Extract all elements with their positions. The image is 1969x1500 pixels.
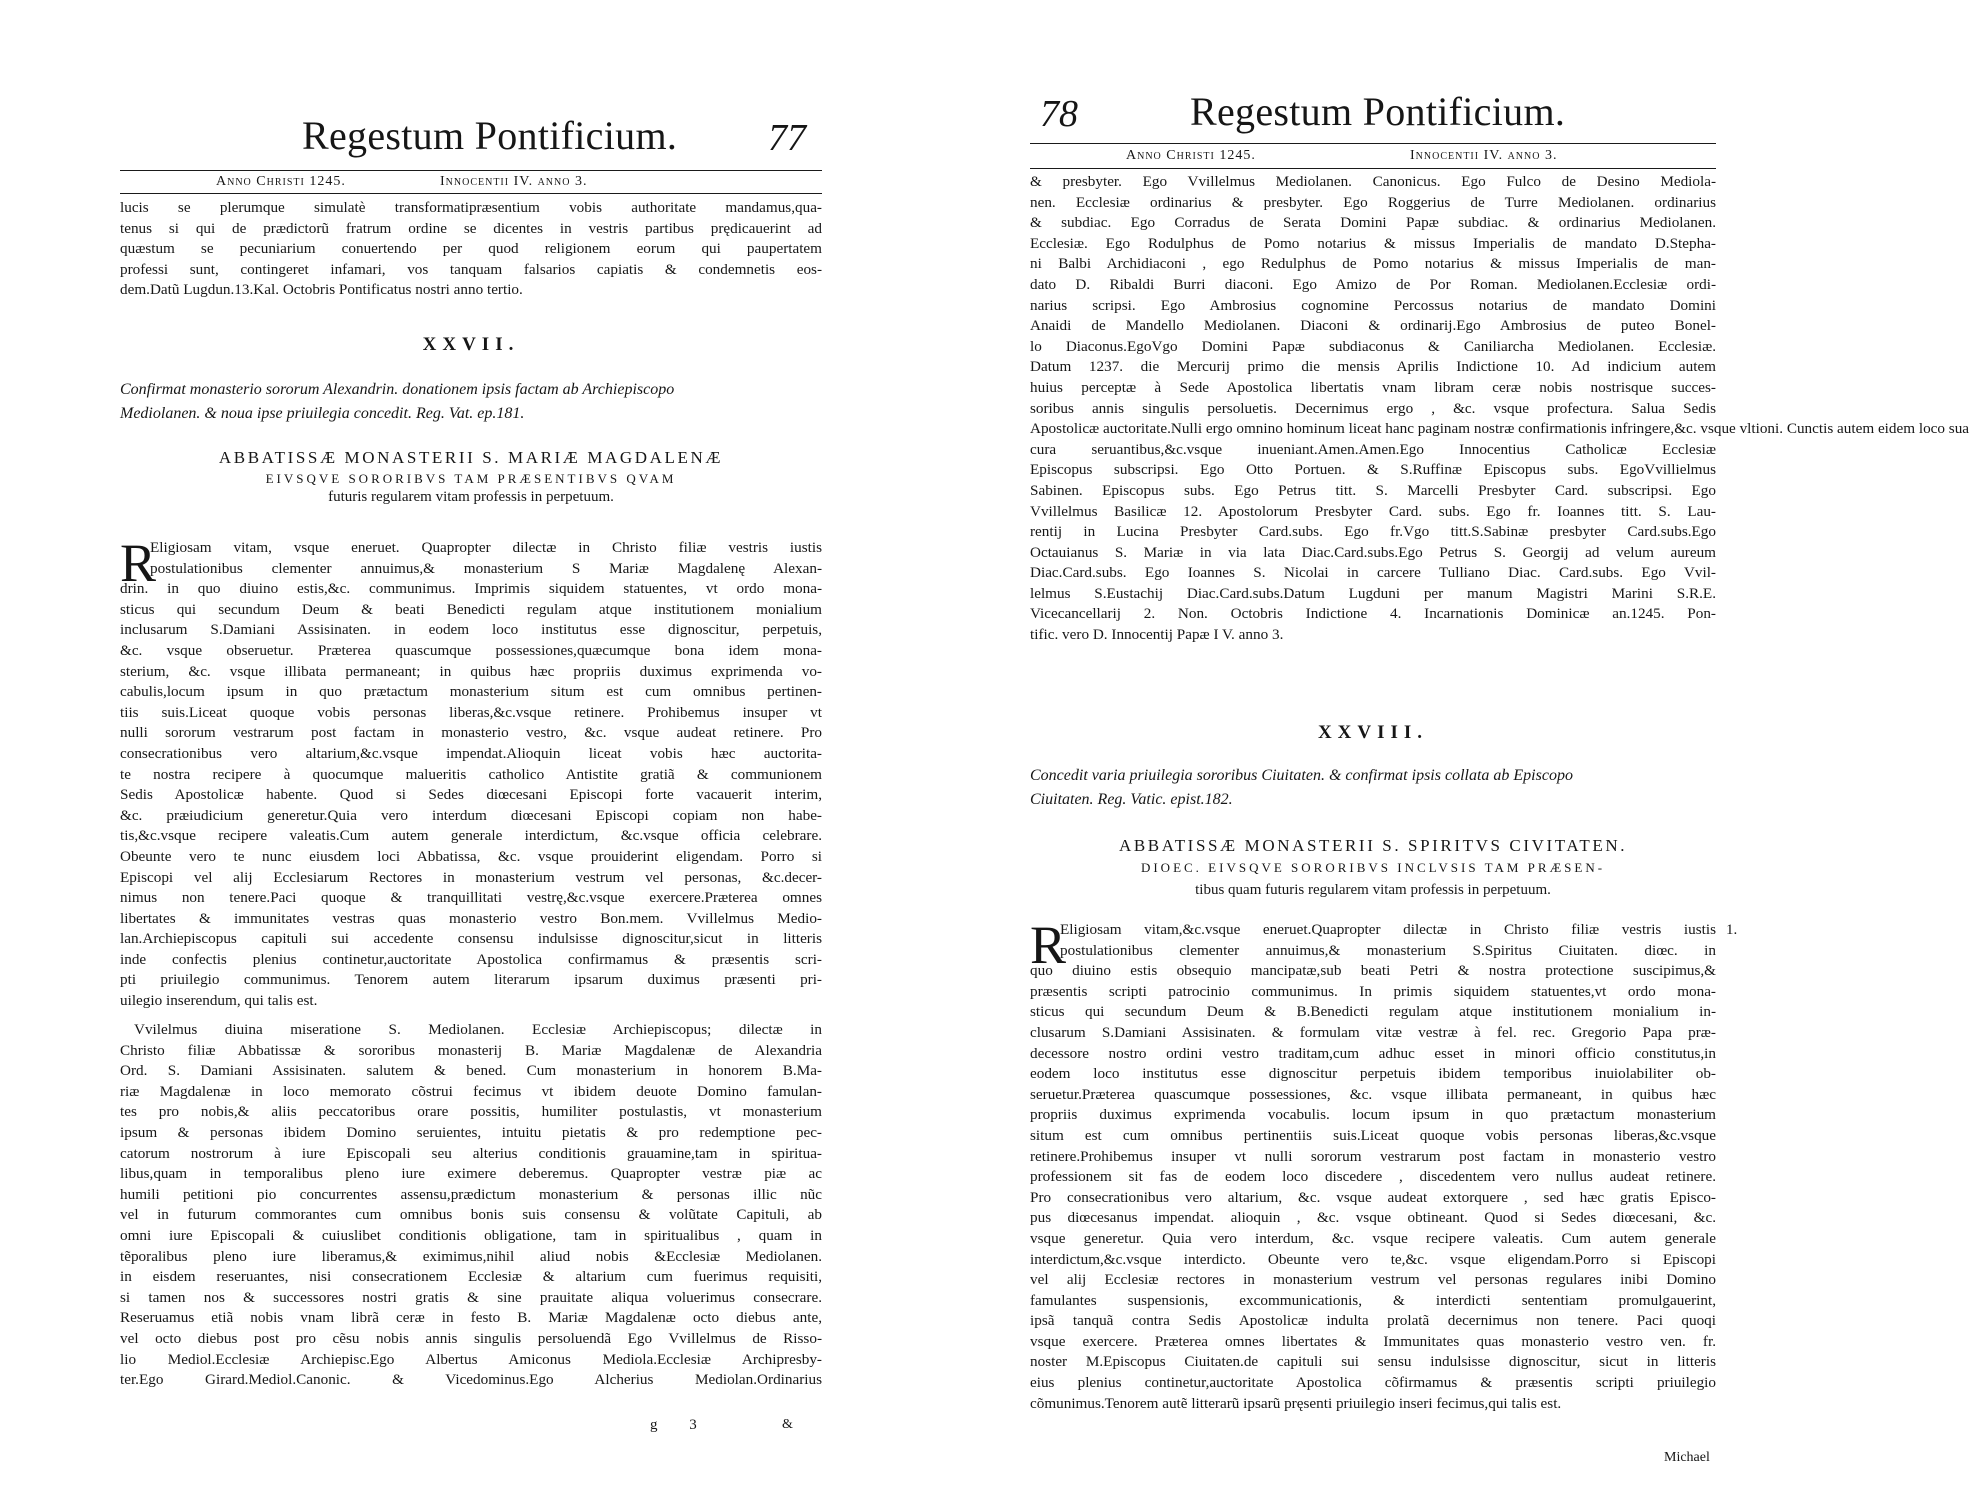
page-number: 78 — [1040, 93, 1078, 135]
text-line: professionem sit fas de eodem loco discedere , discedentem vero nullus audeat retinere. — [1030, 1168, 1716, 1186]
text-line: dato D. Ribaldi Burri diaconi. Ego Amizo de Por Roman. Mediolanen.Ecclesiæ ordi- — [1030, 275, 1716, 293]
text-line: Eligiosam vitam, vsque eneruet. Quapropter dilectæ in Christo filiæ vestris iustis — [150, 539, 822, 556]
text-line: si tamen nos & successores nostri gratis & sine prauitate aliqua voluerimus consecrare. — [120, 1288, 822, 1306]
text-line: Anaidi de Mandello Mediolanen. Diaconi & ordinarij.Ego Ambrosius de puteo Bonel- — [1030, 317, 1716, 335]
text-line: tis,&c.vsque recipere valeatis.Cum autem generale interdictum, &c.vsque officia celebrare. — [120, 827, 822, 845]
text-line: & subdiac. Ego Corradus de Serata Domini Papæ subdiac. & ordinarius Mediolanen. — [1030, 214, 1716, 232]
summary-line: Confirmat monasterio sororum Alexandrin. donationem ipsis factam ab Archiepiscopo — [120, 381, 675, 398]
text-line: ipsum & personas ibidem Domino seruientes, intuitu pietatis & pro redemptione pec- — [120, 1123, 822, 1141]
text-line: Vvillelmus Basilicæ 12. Apostolorum Presbyter Card. subs. Ego fr. Ioannes titt. S. Lau- — [1030, 502, 1716, 520]
text-line: cabulis,locum ipsum in quo prætactum monasterium situm est cum omnibus pertinen- — [120, 683, 822, 701]
text-line: Eligiosam vitam,&c.vsque eneruet.Quapropter dilectæ in Christo filiæ vestris iustis — [1060, 921, 1716, 938]
text-line: eodem loco institutus esse dignoscitur perpetuis ibidem temporibus inuiolabiliter ob- — [1030, 1065, 1716, 1083]
text-line: Vicecancellarij 2. Non. Octobris Indictione 4. Incarnationis Dominicæ an.1245. Pon- — [1030, 605, 1716, 623]
text-line: vsque exercere. Præterea omnes libertates & Immunitates quas monasterio vestro ven. fr. — [1030, 1332, 1716, 1350]
text-line: lio Mediol.Ecclesiæ Archiepisc.Ego Albertus Amiconus Mediola.Ecclesiæ Archipresby- — [120, 1350, 822, 1368]
text-line: ipsã tanquã contra Sedis Apostolicæ indulta prolatã decernimus non tenere. Paci quoqi — [1030, 1312, 1716, 1330]
text-line: Christo filiæ Abbatissæ & sororibus monasterij B. Mariæ Magdalenæ de Alexandria — [120, 1041, 822, 1059]
body-text — [1030, 915, 1716, 1414]
text-line: drin. in quo diuino estis,&c. communimus. Imprimis siquidem statuentes, vt ordo mona- — [120, 580, 822, 598]
text-line: Ecclesiæ. Ego Rodulphus de Pomo notarius & missus Imperialis de mandato D.Stepha- — [1030, 234, 1716, 252]
text-line: dem.Datũ Lugdun.13.Kal. Octobris Pontificatus nostri anno tertio. — [120, 281, 523, 299]
text-line: quæstum se pecuniarium conuertendo per quod religionem eorum qui paupertatem — [120, 240, 822, 258]
text-line: nimus non tenere.Paci quoque & tranquillitati vestrę,&c.vsque exercere.Præterea omnes — [120, 889, 822, 907]
text-line: cõmunimus.Tenorem autẽ litterarũ ipsarũ pręsenti priuilegio inseri fecimus,qui talis est. — [1030, 1394, 1562, 1412]
text-line: lo Diaconus.EgoVgo Domini Papæ subdiaconus & Caniliarcha Mediolanen. Ecclesiæ. — [1030, 337, 1716, 355]
text-line: ter.Ego Girard.Mediol.Canonic. & Vicedominus.Ego Alcherius Mediolan.Ordinarius — [120, 1371, 822, 1389]
text-line: nulli sororum vestrarum post factam in monasterio vestro, &c. vsque audeat retinere. Pro — [120, 724, 822, 742]
text-line: sticus qui secundum Deum & B.Benedicti regulam atque institutionem monialium in- — [1030, 1003, 1716, 1021]
text-line: vel alij Ecclesiæ rectores in monasterium vestrum vel personas regulares inibi Domino — [1030, 1271, 1716, 1289]
text-line: & presbyter. Ego Vvillelmus Mediolanen. Canonicus. Ego Fulco de Desino Mediola- — [1030, 173, 1716, 190]
address-line-3: futuris regularem vitam professis in perpetuum. — [328, 489, 614, 505]
catchword: & — [782, 1417, 793, 1432]
text-line: uilegio inserendum, qui talis est. — [120, 992, 318, 1010]
text-line: Vvilelmus diuina miseratione S. Mediolanen. Ecclesiæ Archiepiscopus; dilectæ in — [134, 1021, 822, 1038]
text-line: nen. Ecclesiæ ordinarius & presbyter. Ego Roggerius de Turre Mediolanen. ordinarius — [1030, 193, 1716, 211]
text-line: Sabinen. Episcopus subs. Ego Petrus titt. S. Marcelli Presbyter Card. subscripsi. Ego — [1030, 481, 1716, 499]
text-line: huius perceptæ à Sede Apostolica libertatis vnam libram ceræ nobis nostrisque succes- — [1030, 378, 1716, 396]
text-line: pti priuilegio communimus. Tenorem autem literarum ipsarum duximus præsenti pri- — [120, 971, 822, 989]
signature-mark: g 3 — [650, 1417, 711, 1433]
text-line: &c. præiudicium generetur.Quia vero interdum diœcesani Episcopi copiam non habe- — [120, 806, 822, 824]
text-line: omni iure Episcopali & cuiuslibet conditionis obligatione, tam in spiritualibus , quam in — [120, 1226, 822, 1244]
summary-line: Ciuitaten. Reg. Vatic. epist.182. — [1030, 791, 1233, 808]
text-line: situm est cum omnibus pertinentiis suis.Liceat quoque vobis personas liberas,&c.vsque — [1030, 1126, 1716, 1144]
address-line-1: ABBATISSÆ MONASTERII S. SPIRITVS CIVITATEN. — [1118, 836, 1628, 855]
text-line: eius plenius continetur,auctoritate Apostolica cõfirmamus & præsentis scripti priuilegio — [1030, 1374, 1716, 1392]
text-line: noster M.Episcopus Ciuitaten.de capituli sui sensu indulsisse dignoscitur, sicut in litteris — [1030, 1353, 1716, 1371]
text-line: pus diœcesanus impendat. alioquin , &c. vsque obtineant. Quod si Sedes diœcesani, &c. — [1030, 1209, 1716, 1227]
text-line: vel in futurum commorantes cum omnibus bonis suis consensu & volũtate Capituli, ab — [120, 1206, 822, 1224]
text-line: vel octo diebus post pro cẽsu nobis annis singulis persoluendã Ego Vvillelmus de Risso- — [120, 1329, 822, 1347]
text-line: præsentis scripti patrocinio communimus. In primis siquidem statuentes,vt ordo mona- — [1030, 982, 1716, 1000]
address-line-2: EIVSQVE SORORIBVS TAM PRÆSENTIBVS QVAM — [265, 471, 677, 486]
text-line: consecrationibus vero altarium,&c.vsque impendat.Alioquin liceat vobis hæc auctorita- — [120, 744, 822, 762]
text-line: tẽporalibus pleno iure liberamus,& eximimus,nihil aliud nobis &Ecclesiæ Mediolanen. — [120, 1247, 822, 1265]
anno-christi: Anno Christi 1245. — [1126, 148, 1256, 163]
summary-line: Mediolanen. & noua ipse priuilegia concedit. Reg. Vat. ep.181. — [120, 405, 525, 422]
document-numeral: XXVII. — [422, 334, 520, 355]
address-line-1: ABBATISSÆ MONASTERII S. MARIÆ MAGDALENÆ — [218, 448, 724, 467]
subhead-rule — [120, 193, 822, 194]
summary-line: Concedit varia priuilegia sororibus Ciuitaten. & confirmat ipsis collata ab Episcopo — [1030, 767, 1573, 784]
text-line: interdictum,&c.vsque interdicto. Obeunte vero te,&c. vsque eligendam.Porro si Episcopi — [1030, 1250, 1716, 1268]
text-line: ni Balbi Archidiaconi , ego Redulphus de Pomo notarius & missus Imperialis de man- — [1030, 255, 1716, 273]
text-line: sterium, &c. vsque illibata permaneant; in quibus hæc propriis duximus exprimenda vo- — [120, 662, 822, 680]
text-line: Sedis Apostolicæ habente. Quod si Sedes diœcesani Episcopi forte vacauerit interim, — [120, 786, 822, 804]
text-line: libertates & immunitates vestras quas monasterio vestro Bon.mem. Vvillelmus Medio- — [120, 909, 822, 927]
margin-note: 1. — [1726, 922, 1738, 938]
text-line: tiis suis.Liceat quoque vobis personas liberas,&c.vsque retinere. Prohibemus insuper vt — [120, 703, 822, 721]
text-line: vsque generetur. Quia vero interdum, &c. vsque recipere valeatis. Cum autem generale — [1030, 1229, 1716, 1247]
address-line-3: tibus quam futuris regularem vitam professis in perpetuum. — [1195, 882, 1551, 898]
text-line: Episcopus subscripsi. Ego Otto Portuen. & S.Ruffinæ Episcopus subs. EgoVvillielmus — [1030, 461, 1716, 479]
text-line: Reseruamus etiã nobis vnam librã ceræ in festo B. Mariæ Magdalenæ octo diebus ante, — [120, 1309, 822, 1327]
text-line: postulationibus clementer annuimus,& monasterium S Mariæ Magdalenę Alexan- — [150, 559, 822, 577]
page-number: 77 — [768, 117, 806, 159]
text-line: catorum nostrorum à iure Episcopali seu alterius conditionis grauamine,tam in spiritua- — [120, 1144, 822, 1162]
text-line: postulationibus clementer annuimus,& monasterium S.Spiritus Ciuitaten. diœc. in — [1060, 941, 1716, 959]
text-line: Ord. S. Damiani Assisinaten. salutem & bened. Cum monasterium in honorem B.Ma- — [120, 1062, 822, 1080]
text-line: Apostolicæ auctoritate.Nulli ergo omnino hominum liceat hanc paginam nostræ confirmationis infringere,&c. vsque vltioni. Cunctis autem eidem loco sua — [1030, 420, 1969, 438]
text-line: Octauianus S. Mariæ in via lata Diac.Card.subs.Ego Petrus S. Georgij ad velum aureum — [1030, 543, 1716, 561]
text-line: seruetur.Præterea quascumque possessiones, &c. vsque illibata permaneant, in quibus hæc — [1030, 1085, 1716, 1103]
header-rule — [120, 170, 822, 171]
text-line: soribus annis singulis persoluetis. Decernimus ergo , &c. vsque profectura. Salua Sedis — [1030, 399, 1716, 417]
running-title: Regestum Pontificium. — [1190, 89, 1566, 134]
text-line: propriis duximus exprimenda vocabulis. locum ipsum in quo prætactum monasterium — [1030, 1106, 1716, 1124]
innocentii-year: Innocentii IV. anno 3. — [440, 174, 588, 189]
catchword: Michael — [1664, 1450, 1710, 1465]
text-line: Pro consecrationibus vero altarium, &c. vsque audeat extorquere , sed hæc gratis Episco- — [1030, 1188, 1716, 1206]
text-line: Obeunte vero te nunc eiusdem loci Abbatissa, &c. vsque prouiderint eligendam. Porro si — [120, 847, 822, 865]
body-text-2 — [120, 1020, 822, 1391]
text-line: libus,quam in temporalibus pleno iure eximere deberemus. Quapropter vestræ piæ ac — [120, 1165, 822, 1183]
text-line: quo diuino estis obsequio mancipatæ,sub beati Petri & nostra protectione suscipimus,& — [1030, 962, 1716, 980]
drop-cap: R — [1030, 915, 1067, 975]
text-line: riæ Magdalenæ in loco memorato cõstrui fecimus vt ibidem deuote Domino famulan- — [120, 1082, 822, 1100]
text-line: inde confectis plenius continetur,auctoritate Apostolica confirmamus & præsentis scri- — [120, 950, 822, 968]
running-head — [120, 112, 822, 168]
text-line: lelmus S.Eustachij Diac.Card.subs.Datum Lugduni per manum Magistri Marini S.R.E. — [1030, 584, 1716, 602]
text-line: Datum 1237. die Mercurij primo die mensis Aprilis Indictione 10. Ad indicium autem — [1030, 358, 1716, 376]
text-line: retinere.Prohibemus insuper vt nulli sororum vestrarum post factam in monasterio vestro — [1030, 1147, 1716, 1165]
document-numeral: XXVIII. — [1317, 722, 1429, 743]
text-line: in eisdem reseruantes, nisi consecrationem Ecclesiæ & altarium cum fuerimus requisiti, — [120, 1268, 822, 1286]
text-line: narius scripsi. Ego Ambrosius cognomine Percossus notarius de mandato Domini — [1030, 296, 1716, 314]
address-line-2: DIOEC. EIVSQVE SORORIBVS INCLVSIS TAM PRÆSEN- — [1140, 860, 1606, 875]
anno-christi: Anno Christi 1245. — [216, 174, 346, 189]
text-line: humili petitioni pio concurrentes assensu,prædictum monasterium & personas illic nũc — [120, 1185, 822, 1203]
text-line: Episcopi vel alij Ecclesiarum Rectores in monasterium vestrum vel personas, &c.decer- — [120, 868, 822, 886]
text-line: tes pro nobis,& aliis peccatoribus orare possitis, humiliter postulastis, vt monasterium — [120, 1103, 822, 1121]
text-line: lucis se plerumque simulatè transformatipræsentium vobis authoritate mandamus,qua- — [120, 199, 822, 216]
text-line: clusarum S.Damiani Assisinaten. & formulam vitæ vestræ à fel. rec. Gregorio Papa præ- — [1030, 1023, 1716, 1041]
continuation-text — [120, 198, 822, 301]
text-line: professi sunt, contingeret infamari, vos tanquam falsarios capiatis & condemnetis eos- — [120, 260, 822, 278]
document-summary — [120, 378, 822, 426]
text-line: cura seruantibus,&c.vsque inueniant.Amen.Amen.Ego Innocentius Catholicæ Ecclesiæ — [1030, 440, 1716, 458]
subhead-rule — [1030, 168, 1716, 169]
running-head — [1030, 88, 1716, 144]
text-line: decessore nostro ordini vestro traditam,cum adhuc esset in minori officio constitutus,in — [1030, 1044, 1716, 1062]
text-line: te nostra recipere à quocumque malueritis catholico Antistite gratiã & communionem — [120, 765, 822, 783]
text-line: lan.Archiepiscopus capituli sui accedente consensu indulsisse dignoscitur,sicut in litteris — [120, 930, 822, 948]
text-line: Diac.Card.subs. Ego Ioannes S. Nicolai in carcere Tulliano Diac. Card.subs. Ego Vvil- — [1030, 564, 1716, 582]
text-line: rentij in Lucina Presbyter Card.subs. Ego fr.Vgo titt.S.Sabinæ presbyter Card.subs.Ego — [1030, 523, 1716, 541]
continuation-text — [1030, 172, 1969, 646]
document-summary — [1030, 764, 1716, 812]
body-text — [120, 533, 822, 1012]
text-line: sticus qui secundum Deum & beati Benedicti regulam atque institutionem monialium — [120, 600, 822, 618]
text-line: &c. vsque obseruetur. Præterea quascumque possessiones,quæcumque bona idem mona- — [120, 641, 822, 659]
text-line: tenus si qui de prædictorũ fratrum ordine se dicentes in vestris partibus prędicauerint ad — [120, 219, 822, 237]
text-line: tific. vero D. Innocentij Papæ I V. anno 3. — [1030, 626, 1284, 644]
text-line: inclusarum S.Damiani Assisinaten. in eodem loco institutus esse dignoscitur, perpetuis, — [120, 621, 822, 639]
drop-cap: R — [120, 533, 157, 593]
running-title: Regestum Pontificium. — [302, 113, 678, 158]
innocentii-year: Innocentii IV. anno 3. — [1410, 148, 1558, 163]
header-rule — [1030, 143, 1716, 144]
text-line: famulantes suspensionis, excommunicationis, & interdicti sententiam promulgauerint, — [1030, 1291, 1716, 1309]
